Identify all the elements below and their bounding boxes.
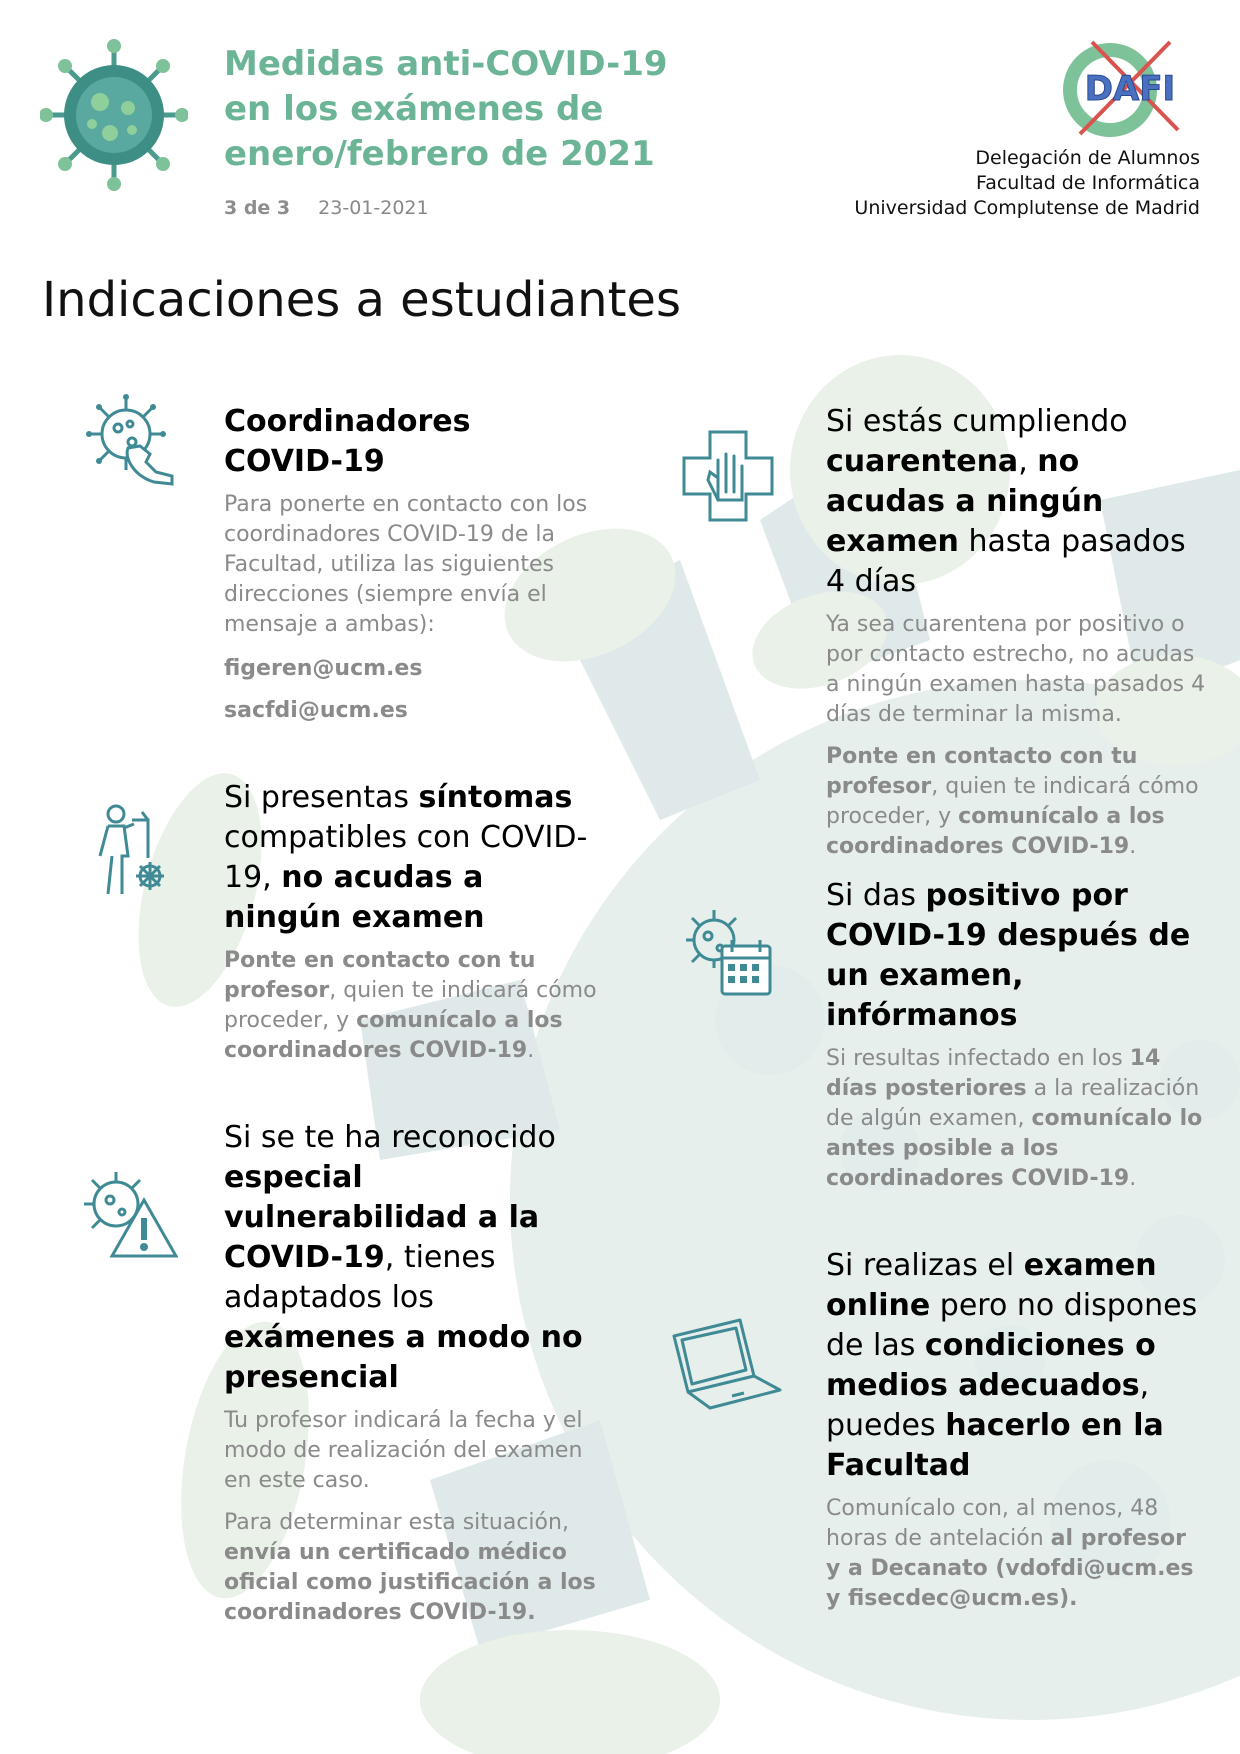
body-text: .: [1129, 834, 1137, 859]
virus-warning-icon: [82, 1168, 178, 1262]
item-body: [224, 946, 604, 1066]
body-text: Para ponerte en contacto con los coordinadores COVID-19 de la Facultad, utiliza las siguientes direcciones (siempre envía el mensaje a ambas):: [224, 492, 588, 637]
body-bold: al profesor y a Decanato (vdofdi@ucm.es y fisecdec@ucm.es).: [826, 1526, 1194, 1611]
heading-text: ,: [1018, 444, 1038, 479]
heading-text: Si realizas el: [826, 1248, 1024, 1283]
document-title: [224, 42, 704, 177]
body-text: , quien te indicará cómo proceder, y: [826, 774, 1199, 829]
item-heading: [826, 402, 1206, 602]
laptop-icon: [670, 1316, 784, 1412]
item-online: [826, 1246, 1206, 1614]
hand-cross-icon: [682, 430, 774, 522]
item-heading: [826, 1246, 1206, 1486]
virus-phone-icon: [84, 392, 176, 488]
org-line: Facultad de Informática: [976, 172, 1200, 194]
body-text: Para determinar esta situación,: [224, 1510, 569, 1535]
heading-bold: especial vulnerabilidad a la COVID-19: [224, 1160, 540, 1275]
heading-text: Si das: [826, 878, 926, 913]
heading-text: Si presentas: [224, 780, 419, 815]
email-link[interactable]: sacfdi@ucm.es: [224, 698, 408, 723]
body-bold: Ponte en contacto con tu profesor: [224, 948, 536, 1003]
body-text: Si resultas infectado en los: [826, 1046, 1130, 1071]
body-text: .: [527, 1038, 535, 1063]
item-body: [826, 1494, 1206, 1614]
item-heading: [224, 778, 604, 938]
org-line: Universidad Complutense de Madrid: [854, 197, 1200, 219]
body-text: Comunícalo con, al menos, 48 horas de antelación: [826, 1496, 1159, 1551]
virus-calendar-icon: [684, 906, 774, 998]
body-bold: 14 días posteriores: [826, 1046, 1161, 1101]
heading-bold: condiciones o medios adecuados: [826, 1328, 1156, 1403]
item-heading: [826, 876, 1206, 1036]
item-sintomas: [224, 778, 604, 1066]
heading-bold: cuarentena: [826, 444, 1019, 479]
body-paragraph: [826, 742, 1206, 862]
heading-text: pero no dispones de las: [826, 1288, 1198, 1363]
body-bold: comunícalo a los coordinadores COVID-19: [826, 804, 1165, 859]
heading-bold: hacerlo en la Facultad: [826, 1408, 1164, 1483]
item-heading: [224, 402, 604, 482]
body-bold: comunícalo a los coordinadores COVID-19: [224, 1008, 563, 1063]
virus-icon: [40, 38, 188, 192]
item-heading: [224, 1118, 604, 1398]
heading-bold: síntomas: [418, 780, 573, 815]
heading-text: , tienes adaptados los: [224, 1240, 496, 1315]
body-bold: Ponte en contacto con tu profesor: [826, 744, 1138, 799]
body-paragraph: [224, 1508, 604, 1628]
body-text: .: [1129, 1166, 1137, 1191]
item-vulnerabilidad: [224, 1118, 604, 1640]
heading-text: Si estás cumpliendo: [826, 404, 1128, 439]
body-bold: envía un certificado médico oficial como justificación a los coordinadores COVID-19.: [224, 1540, 596, 1625]
body-text: Ya sea cuarentena por positivo o por contacto estrecho, no acudas a ningún examen hasta pasados 4 días de terminar la misma.: [826, 612, 1206, 727]
logo-text: DAFI: [1084, 69, 1176, 109]
heading-text: , puedes: [826, 1368, 1150, 1443]
heading-bold: examen online: [826, 1248, 1157, 1323]
item-body: [826, 1044, 1206, 1194]
item-body: [224, 1406, 604, 1628]
heading-text: compatibles con COVID-19,: [224, 820, 588, 895]
item-positivo: [826, 876, 1206, 1194]
heading-text: hasta pasados 4 días: [826, 524, 1186, 599]
title-line: Medidas anti-COVID-19: [224, 44, 668, 84]
item-cuarentena: [826, 402, 1206, 874]
body-text: Tu profesor indicará la fecha y el modo de realización del examen en este caso.: [224, 1408, 583, 1493]
page-indicator: 3 de 3: [224, 197, 291, 219]
item-coordinadores: [224, 402, 604, 726]
heading-bold: no acudas a ningún examen: [826, 444, 1104, 559]
page-title: Indicaciones a estudiantes: [42, 272, 681, 328]
email-link[interactable]: figeren@ucm.es: [224, 656, 423, 681]
heading-bold: no acudas a ningún examen: [224, 860, 485, 935]
heading-line: COVID-19: [224, 444, 385, 479]
body-bold: comunícalo lo antes posible a los coordinadores COVID-19: [826, 1106, 1203, 1191]
document-date: 23-01-2021: [318, 197, 429, 219]
title-line: enero/febrero de 2021: [224, 134, 655, 174]
document-meta: [224, 197, 429, 219]
heading-bold: exámenes a modo no presencial: [224, 1320, 583, 1395]
body-text: a la realización de algún examen,: [826, 1076, 1200, 1131]
heading-bold: positivo por COVID-19 después de un examen, infórmanos: [826, 878, 1191, 1033]
dafi-logo: [1060, 38, 1200, 138]
heading-line: Coordinadores: [224, 404, 471, 439]
body-text: , quien te indicará cómo proceder, y: [224, 978, 597, 1033]
item-body: [224, 490, 604, 726]
item-body: [826, 610, 1206, 862]
person-virus-icon: [88, 804, 180, 900]
org-line: Delegación de Alumnos: [975, 147, 1200, 169]
title-line: en los exámenes de: [224, 89, 604, 129]
organization: [854, 146, 1200, 221]
heading-text: Si se te ha reconocido: [224, 1120, 556, 1155]
